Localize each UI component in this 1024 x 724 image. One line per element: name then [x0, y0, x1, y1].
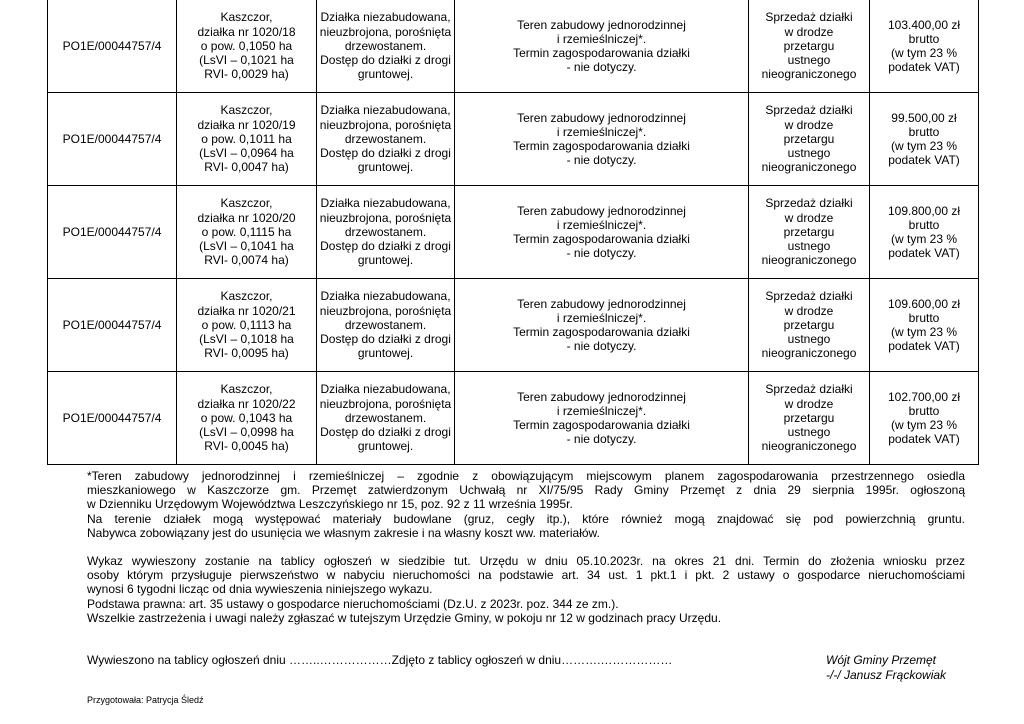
- sale-form-cell-line: ustnego: [787, 146, 831, 161]
- location-cell-line: RVI- 0,0095 ha): [204, 346, 289, 361]
- price-cell-line: podatek VAT): [888, 339, 960, 354]
- description-cell: [317, 279, 455, 372]
- sale-form-cell-line: przetargu: [783, 131, 835, 146]
- sale-form-cell-line: ustnego: [787, 53, 831, 68]
- location-cell-line: działka nr 1020/19: [197, 117, 296, 132]
- sale-form-cell: [749, 372, 870, 465]
- sale-form-cell-line: nieograniczonego: [761, 253, 857, 268]
- location-cell-line: działka nr 1020/21: [197, 303, 296, 318]
- table-row: [48, 0, 979, 93]
- price-cell-line: 103.400,00 zł: [887, 17, 961, 32]
- parcel-table-body: [48, 0, 979, 465]
- sale-form-cell-line: Sprzedaż działki: [765, 103, 853, 118]
- location-cell-line: Kaszczor,: [220, 196, 273, 211]
- purpose-cell: [455, 372, 749, 465]
- sale-form-cell-line: ustnego: [787, 332, 831, 347]
- purpose-cell-line: i rzemieślniczej*.: [556, 124, 647, 139]
- land-register-cell: PO1E/00044757/4: [48, 186, 177, 279]
- location-cell-line: Kaszczor,: [220, 382, 273, 397]
- description-cell-line: drzewostanem.: [344, 224, 427, 239]
- purpose-cell-line: - nie dotyczy.: [566, 339, 637, 354]
- land-register-cell: PO1E/00044757/4: [48, 93, 177, 186]
- purpose-cell-line: - nie dotyczy.: [566, 153, 637, 168]
- purpose-cell-line: i rzemieślniczej*.: [556, 31, 647, 46]
- notes-section: [87, 469, 965, 625]
- signature-name: -/-/ Janusz Frąckowiak: [826, 668, 947, 682]
- sale-form-cell-line: przetargu: [783, 317, 835, 332]
- location-cell-line: (LsVI – 0,1018 ha: [199, 332, 294, 347]
- price-cell: [870, 279, 979, 372]
- price-cell-line: 102.700,00 zł: [887, 389, 961, 404]
- price-cell-line: podatek VAT): [888, 246, 960, 261]
- description-cell: [317, 186, 455, 279]
- location-cell: [177, 372, 317, 465]
- sale-form-cell-line: Sprzedaż działki: [765, 196, 853, 211]
- description-cell-line: gruntowej.: [357, 67, 414, 82]
- description-cell-line: drzewostanem.: [344, 317, 427, 332]
- prepared-by: Przygotowała: Patrycja Śledź: [87, 695, 204, 705]
- sale-form-cell: [749, 93, 870, 186]
- sale-form-cell-line: nieograniczonego: [761, 67, 857, 82]
- legal-basis: Podstawa prawna: art. 35 ustawy o gospodarce nieruchomościami (Dz.U. z 2023r. poz. 344 ze zm.).: [87, 596, 619, 611]
- description-cell-line: gruntowej.: [357, 346, 414, 361]
- price-cell-line: (w tym 23 %: [890, 232, 957, 246]
- sale-form-cell-line: w drodze: [784, 117, 834, 132]
- location-cell-line: RVI- 0,0045 ha): [204, 439, 289, 454]
- location-cell-line: RVI- 0,0074 ha): [204, 253, 289, 268]
- sale-form-cell-line: Sprzedaż działki: [765, 289, 853, 304]
- purpose-cell: [455, 279, 749, 372]
- purpose-cell: [455, 186, 749, 279]
- purpose-cell-line: - nie dotyczy.: [566, 246, 637, 261]
- price-cell-line: podatek VAT): [888, 432, 960, 447]
- footnote-line: mieszkaniowego w Kaszczorze gm. Przemęt zatwierdzonym Uchwałą nr XI/75/95 Rady Gminy Przemęt z dnia 29 sierpnia 1995r. ogłoszoną: [87, 483, 965, 498]
- table-row: [48, 186, 979, 279]
- sale-form-cell-line: przetargu: [783, 410, 835, 425]
- location-cell-line: o pow. 0,1011 ha: [201, 131, 292, 146]
- location-cell: [177, 279, 317, 372]
- description-cell-line: Działka niezabudowana,: [320, 289, 451, 304]
- location-cell: [177, 0, 317, 93]
- description-cell-line: Dostęp do działki z drogi: [320, 53, 451, 68]
- purpose-cell-line: Teren zabudowy jednorodzinnej: [517, 296, 686, 311]
- location-cell-line: (LsVI – 0,1041 ha: [199, 239, 294, 254]
- description-cell-line: nieuzbrojona, porośnięta: [319, 117, 452, 132]
- parcel-table: [47, 0, 979, 465]
- description-cell-line: Dostęp do działki z drogi: [320, 332, 451, 347]
- location-cell: [177, 93, 317, 186]
- price-cell-line: (w tym 23 %: [890, 418, 957, 432]
- description-cell-line: gruntowej.: [357, 439, 414, 454]
- description-cell-line: nieuzbrojona, porośnięta: [319, 24, 452, 39]
- location-cell-line: (LsVI – 0,1021 ha: [199, 53, 294, 68]
- location-cell-line: Kaszczor,: [220, 10, 273, 25]
- description-cell: [317, 372, 455, 465]
- price-cell-line: brutto: [908, 310, 940, 325]
- description-cell: [317, 0, 455, 93]
- purpose-cell-line: i rzemieślniczej*.: [556, 217, 647, 232]
- signature-block: [826, 653, 946, 683]
- location-cell-line: o pow. 0,1113 ha: [201, 317, 292, 332]
- purpose-cell-line: Termin zagospodarowania działki: [513, 232, 690, 246]
- description-cell-line: Dostęp do działki z drogi: [320, 146, 451, 161]
- purpose-cell-line: Teren zabudowy jednorodzinnej: [517, 17, 686, 32]
- sale-form-cell-line: w drodze: [784, 24, 834, 39]
- sale-form-cell-line: przetargu: [783, 224, 835, 239]
- purpose-cell-line: Teren zabudowy jednorodzinnej: [517, 203, 686, 218]
- description-cell-line: gruntowej.: [357, 253, 414, 268]
- location-cell-line: RVI- 0,0029 ha): [204, 67, 289, 82]
- footnote-line: *Teren zabudowy jednorodzinnej i rzemieślniczej – zgodnie z obowiązującym miejscowym planem zagospodarowania przestrzennego osiedla: [87, 469, 965, 483]
- table-row: [48, 93, 979, 186]
- price-cell-line: 109.800,00 zł: [887, 203, 961, 218]
- signature-title: Wójt Gminy Przemęt: [826, 653, 937, 667]
- purpose-cell-line: Teren zabudowy jednorodzinnej: [517, 389, 686, 404]
- price-cell-line: (w tym 23 %: [890, 325, 957, 339]
- sale-form-cell-line: Sprzedaż działki: [765, 10, 853, 25]
- price-cell-line: podatek VAT): [888, 60, 960, 75]
- description-cell-line: Działka niezabudowana,: [320, 103, 451, 118]
- description-cell-line: nieuzbrojona, porośnięta: [319, 210, 452, 225]
- purpose-cell-line: i rzemieślniczej*.: [556, 403, 647, 418]
- price-cell: [870, 372, 979, 465]
- sale-form-cell: [749, 279, 870, 372]
- description-cell: [317, 93, 455, 186]
- materials-line: Nabywca zobowiązany jest do usunięcia we własnym zakresie i na własny koszt ww. materiałów.: [87, 525, 600, 540]
- price-cell: [870, 0, 979, 93]
- sale-form-cell-line: nieograniczonego: [761, 160, 857, 175]
- objections-note: Wszelkie zastrzeżenia i uwagi należy zgłaszać w tutejszym Urzędzie Gminy, w pokoju nr 12 w godzinach pracy Urzędu.: [87, 610, 722, 625]
- description-cell-line: Działka niezabudowana,: [320, 10, 451, 25]
- purpose-cell-line: Termin zagospodarowania działki: [513, 139, 690, 153]
- sale-form-cell-line: ustnego: [787, 239, 831, 254]
- description-cell-line: nieuzbrojona, porośnięta: [319, 396, 452, 411]
- table-row: [48, 279, 979, 372]
- notice-line: wynosi 6 tygodni licząc od dnia wywieszenia niniejszego wykazu.: [87, 582, 433, 597]
- location-cell-line: działka nr 1020/20: [197, 210, 296, 225]
- description-cell-line: drzewostanem.: [344, 410, 427, 425]
- land-register-cell: PO1E/00044757/4: [48, 372, 177, 465]
- purpose-cell-line: - nie dotyczy.: [566, 60, 637, 75]
- price-cell-line: 109.600,00 zł: [887, 296, 961, 311]
- posting-line: Wywieszono na tablicy ogłoszeń dniu ……..………………Zdjęto z tablicy ogłoszeń w dniu……….………………: [87, 653, 673, 667]
- location-cell-line: RVI- 0,0047 ha): [204, 160, 289, 175]
- price-cell-line: brutto: [908, 124, 940, 139]
- description-cell-line: Działka niezabudowana,: [320, 382, 451, 397]
- notice-line: osoby którym przysługuje pierwszeństwo w nabyciu nieruchomości na podstawie art. 34 ust. 1 pkt.1 i pkt. 2 ustawy o gospodarce nieruchomościami: [87, 568, 965, 583]
- description-cell-line: drzewostanem.: [344, 131, 427, 146]
- sale-form-cell-line: nieograniczonego: [761, 439, 857, 454]
- location-cell-line: o pow. 0,1043 ha: [200, 410, 293, 425]
- price-cell-line: brutto: [908, 403, 940, 418]
- location-cell-line: o pow. 0,1050 ha: [200, 38, 293, 53]
- purpose-cell-line: Termin zagospodarowania działki: [513, 46, 690, 60]
- description-cell-line: Działka niezabudowana,: [320, 196, 451, 211]
- purpose-cell-line: Termin zagospodarowania działki: [513, 418, 690, 432]
- materials-line: Na terenie działek mogą występować materiały budowlane (gruz, cegły itp.), które również mogą znajdować się pod powierzchnią gruntu.: [87, 511, 965, 526]
- land-register-cell: PO1E/00044757/4: [48, 0, 177, 93]
- price-cell: [870, 93, 979, 186]
- table-row: [48, 372, 979, 465]
- purpose-cell-line: - nie dotyczy.: [566, 432, 637, 447]
- price-cell-line: brutto: [908, 217, 940, 232]
- price-cell: [870, 186, 979, 279]
- land-register-cell: PO1E/00044757/4: [48, 279, 177, 372]
- location-cell-line: (LsVI – 0,0998 ha: [199, 425, 294, 440]
- description-cell-line: Dostęp do działki z drogi: [320, 425, 451, 440]
- description-cell-line: Dostęp do działki z drogi: [320, 239, 451, 254]
- location-cell-line: działka nr 1020/22: [197, 396, 296, 411]
- price-cell-line: (w tym 23 %: [890, 46, 957, 60]
- location-cell: [177, 186, 317, 279]
- price-cell-line: podatek VAT): [888, 153, 960, 168]
- description-cell-line: drzewostanem.: [344, 38, 427, 53]
- sale-form-cell-line: w drodze: [784, 303, 834, 318]
- purpose-cell: [455, 93, 749, 186]
- purpose-cell-line: i rzemieślniczej*.: [556, 310, 647, 325]
- sale-form-cell: [749, 186, 870, 279]
- location-cell-line: Kaszczor,: [220, 103, 273, 118]
- price-cell-line: (w tym 23 %: [890, 139, 957, 153]
- purpose-cell-line: Teren zabudowy jednorodzinnej: [517, 110, 686, 125]
- sale-form-cell-line: w drodze: [784, 396, 834, 411]
- purpose-cell: [455, 0, 749, 93]
- description-cell-line: gruntowej.: [357, 160, 414, 175]
- sale-form-cell-line: nieograniczonego: [761, 346, 857, 361]
- description-cell-line: nieuzbrojona, porośnięta: [319, 303, 452, 318]
- sale-form-cell-line: w drodze: [784, 210, 834, 225]
- sale-form-cell: [749, 0, 870, 93]
- price-cell-line: brutto: [908, 31, 940, 46]
- location-cell-line: Kaszczor,: [220, 289, 273, 304]
- footnote-line: w Dzienniku Urzędowym Województwa Leszczyńskiego nr 15, poz. 92 z 11 września 1995r.: [87, 497, 573, 512]
- sale-form-cell-line: przetargu: [783, 38, 835, 53]
- purpose-cell-line: Termin zagospodarowania działki: [513, 325, 690, 339]
- price-cell-line: 99.500,00 zł: [891, 110, 957, 125]
- location-cell-line: (LsVI – 0,0964 ha: [199, 146, 294, 161]
- sale-form-cell-line: Sprzedaż działki: [765, 382, 853, 397]
- notice-line: Wykaz wywieszony zostanie na tablicy ogłoszeń w siedzibie tut. Urzędu w dniu 05.10.2023r. na okres 21 dni. Termin do złożenia wniosku przez: [87, 554, 965, 569]
- location-cell-line: o pow. 0,1115 ha: [201, 224, 292, 239]
- sale-form-cell-line: ustnego: [787, 425, 831, 440]
- location-cell-line: działka nr 1020/18: [197, 24, 296, 39]
